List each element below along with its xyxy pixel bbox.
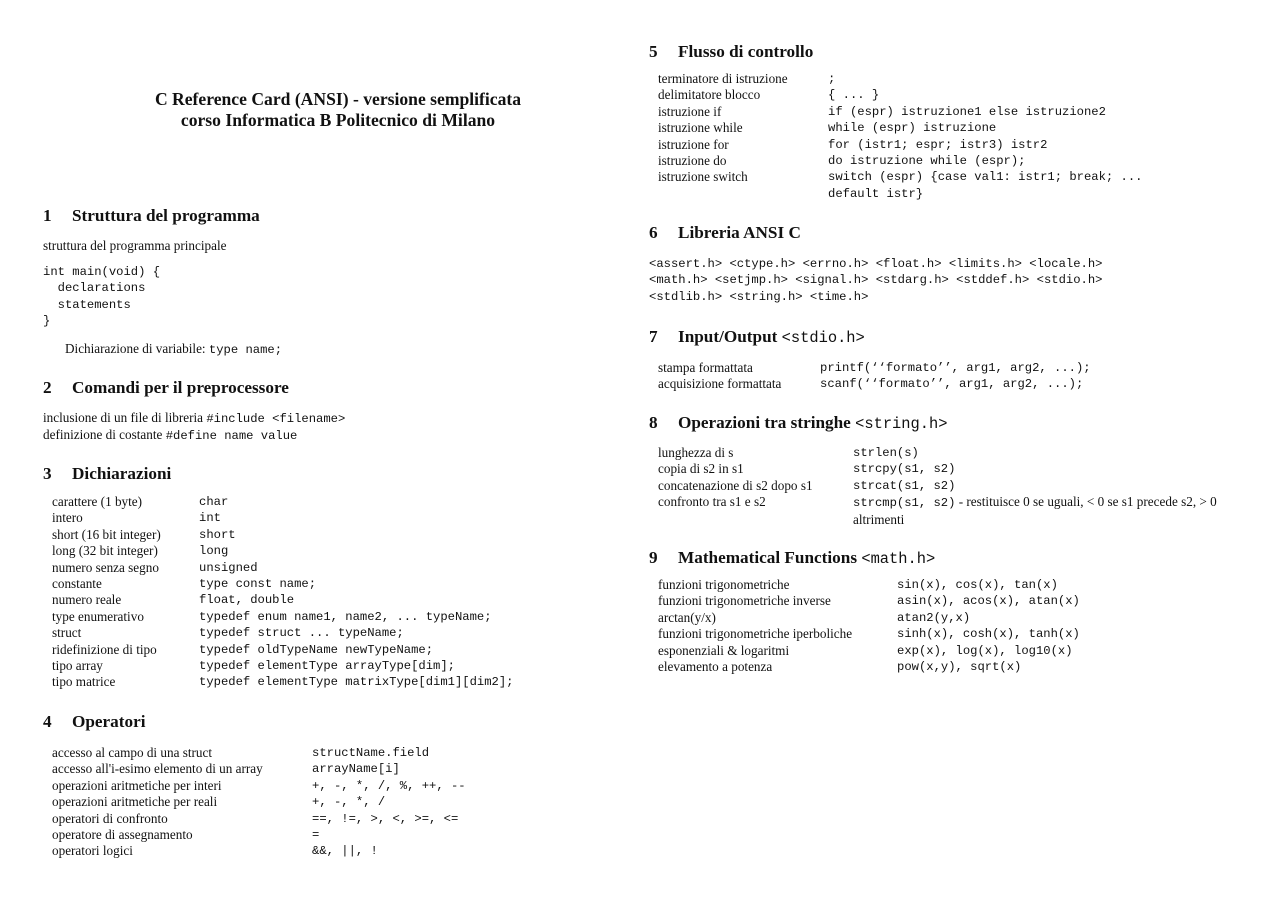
section-number: 9 [649, 548, 658, 567]
row-label: accesso all'i-esimo elemento di un array [52, 761, 263, 777]
row-value: strcat(s1, s2) [853, 478, 956, 493]
section-8-heading [649, 413, 947, 434]
row-label: tipo matrice [52, 674, 116, 690]
table-row [658, 360, 1091, 376]
row-label: acquisizione formattata [658, 376, 782, 392]
row-value: &&, ||, ! [312, 844, 378, 859]
table-row [52, 527, 514, 543]
header-line: <assert.h> <ctype.h> <errno.h> <float.h> <limits.h> <locale.h> [649, 257, 1103, 271]
row-value: atan2(y,x) [897, 610, 971, 625]
row-label: operazioni aritmetiche per interi [52, 777, 222, 793]
section-6-heading [649, 223, 801, 243]
table-row [52, 745, 466, 761]
table-row [658, 120, 1143, 136]
row-value: if (espr) istruzione1 else istruzione2 [828, 104, 1106, 119]
section-title: Mathematical Functions [678, 548, 862, 567]
row-label: struct [52, 625, 82, 641]
row-value: ; [828, 72, 836, 86]
table-row [658, 593, 1080, 609]
section-title: Libreria ANSI C [678, 223, 801, 242]
section-4-heading [43, 712, 146, 732]
table-row [658, 137, 1143, 153]
row-value: { ... } [828, 88, 880, 103]
strings-table [658, 445, 1248, 528]
code-line: int main(void) { [43, 265, 161, 279]
table-row [52, 642, 514, 658]
row-label: elevamento a potenza [658, 659, 773, 675]
row-label: copia di s2 in s1 [658, 461, 744, 477]
table-row [658, 478, 1248, 494]
row-value: asin(x), acos(x), atan(x) [897, 594, 1080, 609]
row-value: arrayName[i] [312, 762, 400, 777]
row-value: = [312, 828, 320, 843]
row-label: istruzione while [658, 120, 743, 136]
strcmp-description: - restituisce 0 se uguali, < 0 se s1 precede s2, > 0 altrimenti [853, 494, 1217, 527]
row-value: strlen(s) [853, 446, 919, 460]
section-title: Operatori [72, 712, 146, 731]
table-row [52, 761, 466, 777]
header-line: <math.h> <setjmp.h> <signal.h> <stdarg.h> <stddef.h> <stdio.h> [649, 273, 1103, 288]
row-label: type enumerativo [52, 608, 144, 624]
row-value: +, -, *, / [312, 795, 386, 810]
table-row [658, 659, 1080, 675]
section-2-heading [43, 378, 289, 398]
row-label: ridefinizione di tipo [52, 641, 157, 657]
table-row [658, 577, 1080, 593]
control-flow-table [658, 71, 1143, 202]
row-label: funzioni trigonometriche inverse [658, 593, 831, 609]
row-value: while (espr) istruzione [828, 121, 997, 136]
strcmp-code: strcmp(s1, s2) [853, 496, 956, 511]
table-row [658, 87, 1143, 103]
section-header-file: <stdio.h> [781, 329, 865, 347]
math-table [658, 577, 1080, 675]
row-value: long [199, 544, 229, 559]
row-value: typedef elementType matrixType[dim1][dim2]; [199, 675, 514, 690]
table-row [52, 827, 466, 843]
row-value: strcpy(s1, s2) [853, 462, 956, 477]
row-label: carattere (1 byte) [52, 494, 143, 509]
row-label: numero senza segno [52, 559, 159, 575]
table-row [52, 843, 466, 859]
section-number: 4 [43, 712, 52, 731]
row-label: istruzione for [658, 136, 729, 152]
table-row [52, 560, 514, 576]
section-title: Operazioni tra stringhe [678, 413, 856, 432]
table-row [52, 778, 466, 794]
row-label: esponenziali & logaritmi [658, 642, 790, 658]
section-header-file: <math.h> [861, 550, 936, 568]
section-header-file: <string.h> [855, 415, 948, 433]
section-9-heading [649, 548, 935, 569]
row-label: accesso al campo di una struct [52, 745, 213, 760]
row-value: short [199, 527, 236, 542]
table-row [52, 494, 514, 510]
row-label: delimitatore blocco [658, 87, 761, 103]
row-value: structName.field [312, 746, 430, 760]
code-line: } [43, 314, 51, 329]
declarations-table [52, 494, 514, 691]
table-row [52, 592, 514, 608]
table-row [658, 153, 1143, 169]
row-value: scanf(‘‘formato’’, arg1, arg2, ...); [820, 377, 1084, 392]
io-table [658, 360, 1091, 393]
table-row [52, 543, 514, 559]
row-label: operatore di assegnamento [52, 827, 193, 843]
section-number: 8 [649, 413, 658, 432]
table-row [658, 186, 1143, 202]
section-title: Dichiarazioni [72, 464, 172, 483]
decl-code: type name; [208, 343, 283, 357]
row-label: terminatore di istruzione [658, 71, 788, 86]
section-title: Struttura del programma [72, 206, 260, 225]
row-value: typedef oldTypeName newTypeName; [199, 642, 434, 657]
row-value: typedef enum name1, name2, ... typeName; [199, 609, 492, 624]
title-line-2: corso Informatica B Politecnico di Milano [180, 110, 496, 130]
section-number: 1 [43, 206, 52, 225]
row-label: funzioni trigonometriche iperboliche [658, 626, 853, 642]
row-label: operazioni aritmetiche per reali [52, 794, 218, 810]
row-label: tipo array [52, 658, 103, 674]
library-headers [649, 256, 1102, 305]
table-row [52, 609, 514, 625]
row-label: short (16 bit integer) [52, 526, 161, 542]
table-row [52, 811, 466, 827]
row-value: type const name; [199, 577, 317, 592]
row-value: int [199, 511, 221, 526]
row-label: numero reale [52, 592, 122, 608]
section-number: 2 [43, 378, 52, 397]
row-value: char [199, 495, 229, 509]
row-value: sinh(x), cosh(x), tanh(x) [897, 627, 1080, 642]
row-value: typedef elementType arrayType[dim]; [199, 659, 455, 674]
row-label: istruzione switch [658, 169, 748, 185]
page-title [43, 89, 633, 131]
table-row [658, 461, 1248, 477]
table-row [658, 71, 1143, 87]
section-title: Comandi per il preprocessore [72, 378, 289, 397]
section-1-intro: struttura del programma principale [43, 238, 227, 253]
variable-declaration [65, 341, 282, 358]
row-value: typedef struct ... typeName; [199, 626, 404, 641]
row-label: arctan(y/x) [658, 609, 716, 625]
table-row [658, 610, 1080, 626]
row-label: istruzione if [658, 103, 722, 119]
row-value: for (istr1; espr; istr3) istr2 [828, 137, 1048, 152]
section-5-heading [649, 42, 813, 62]
row-value: +, -, *, /, %, ++, -- [312, 778, 466, 793]
row-value: float, double [199, 593, 295, 608]
include-code: #include <filename> [206, 412, 346, 426]
row-label: stampa formattata [658, 360, 753, 375]
section-1-heading [43, 206, 260, 226]
table-row [658, 643, 1080, 659]
row-label: istruzione do [658, 153, 727, 169]
section-number: 3 [43, 464, 52, 483]
table-row [658, 104, 1143, 120]
define-line [43, 427, 297, 444]
row-value: ==, !=, >, <, >=, <= [312, 811, 459, 826]
section-3-heading [43, 464, 171, 484]
define-label: definizione di costante [43, 427, 166, 442]
row-label: concatenazione di s2 dopo s1 [658, 477, 813, 493]
table-row [658, 494, 1248, 528]
table-row [658, 169, 1143, 185]
section-number: 7 [649, 327, 658, 346]
operators-table [52, 745, 466, 860]
row-value: pow(x,y), sqrt(x) [897, 660, 1022, 675]
row-value: exp(x), log(x), log10(x) [897, 643, 1073, 658]
table-row [658, 445, 1248, 461]
row-label: funzioni trigonometriche [658, 577, 790, 592]
row-label: confronto tra s1 e s2 [658, 494, 766, 510]
define-code: #define name value [165, 429, 298, 443]
section-title: Input/Output [678, 327, 782, 346]
table-row [52, 576, 514, 592]
decl-label: Dichiarazione di variabile: [65, 341, 209, 356]
main-code-block [43, 264, 160, 330]
switch-continuation: default istr} [828, 186, 924, 201]
row-value: printf(‘‘formato’’, arg1, arg2, ...); [820, 361, 1091, 375]
include-line [43, 410, 345, 427]
table-row [52, 674, 514, 690]
table-row [52, 510, 514, 526]
section-title: Flusso di controllo [678, 42, 814, 61]
table-row [52, 625, 514, 641]
table-row [658, 376, 1091, 392]
table-row [658, 626, 1080, 642]
include-label: inclusione di un file di libreria [43, 410, 207, 425]
row-value: unsigned [199, 560, 258, 575]
section-number: 6 [649, 223, 658, 242]
row-label: long (32 bit integer) [52, 543, 158, 559]
section-7-heading [649, 327, 865, 348]
row-value [853, 494, 1248, 528]
row-value: do istruzione while (espr); [828, 154, 1026, 169]
header-line: <stdlib.h> <string.h> <time.h> [649, 289, 869, 304]
code-line: statements [43, 297, 131, 312]
row-label: operatori logici [52, 843, 133, 859]
table-row [52, 658, 514, 674]
row-label: intero [52, 510, 83, 526]
table-row [52, 794, 466, 810]
row-value: sin(x), cos(x), tan(x) [897, 578, 1058, 592]
row-label: lunghezza di s [658, 445, 734, 460]
row-value: switch (espr) {case val1: istr1; break; ... [828, 170, 1143, 185]
row-label: constante [52, 576, 102, 592]
title-line-1: C Reference Card (ANSI) - versione semplificata [154, 89, 522, 109]
code-line: declarations [43, 281, 146, 296]
row-label: operatori di confronto [52, 810, 168, 826]
section-number: 5 [649, 42, 658, 61]
